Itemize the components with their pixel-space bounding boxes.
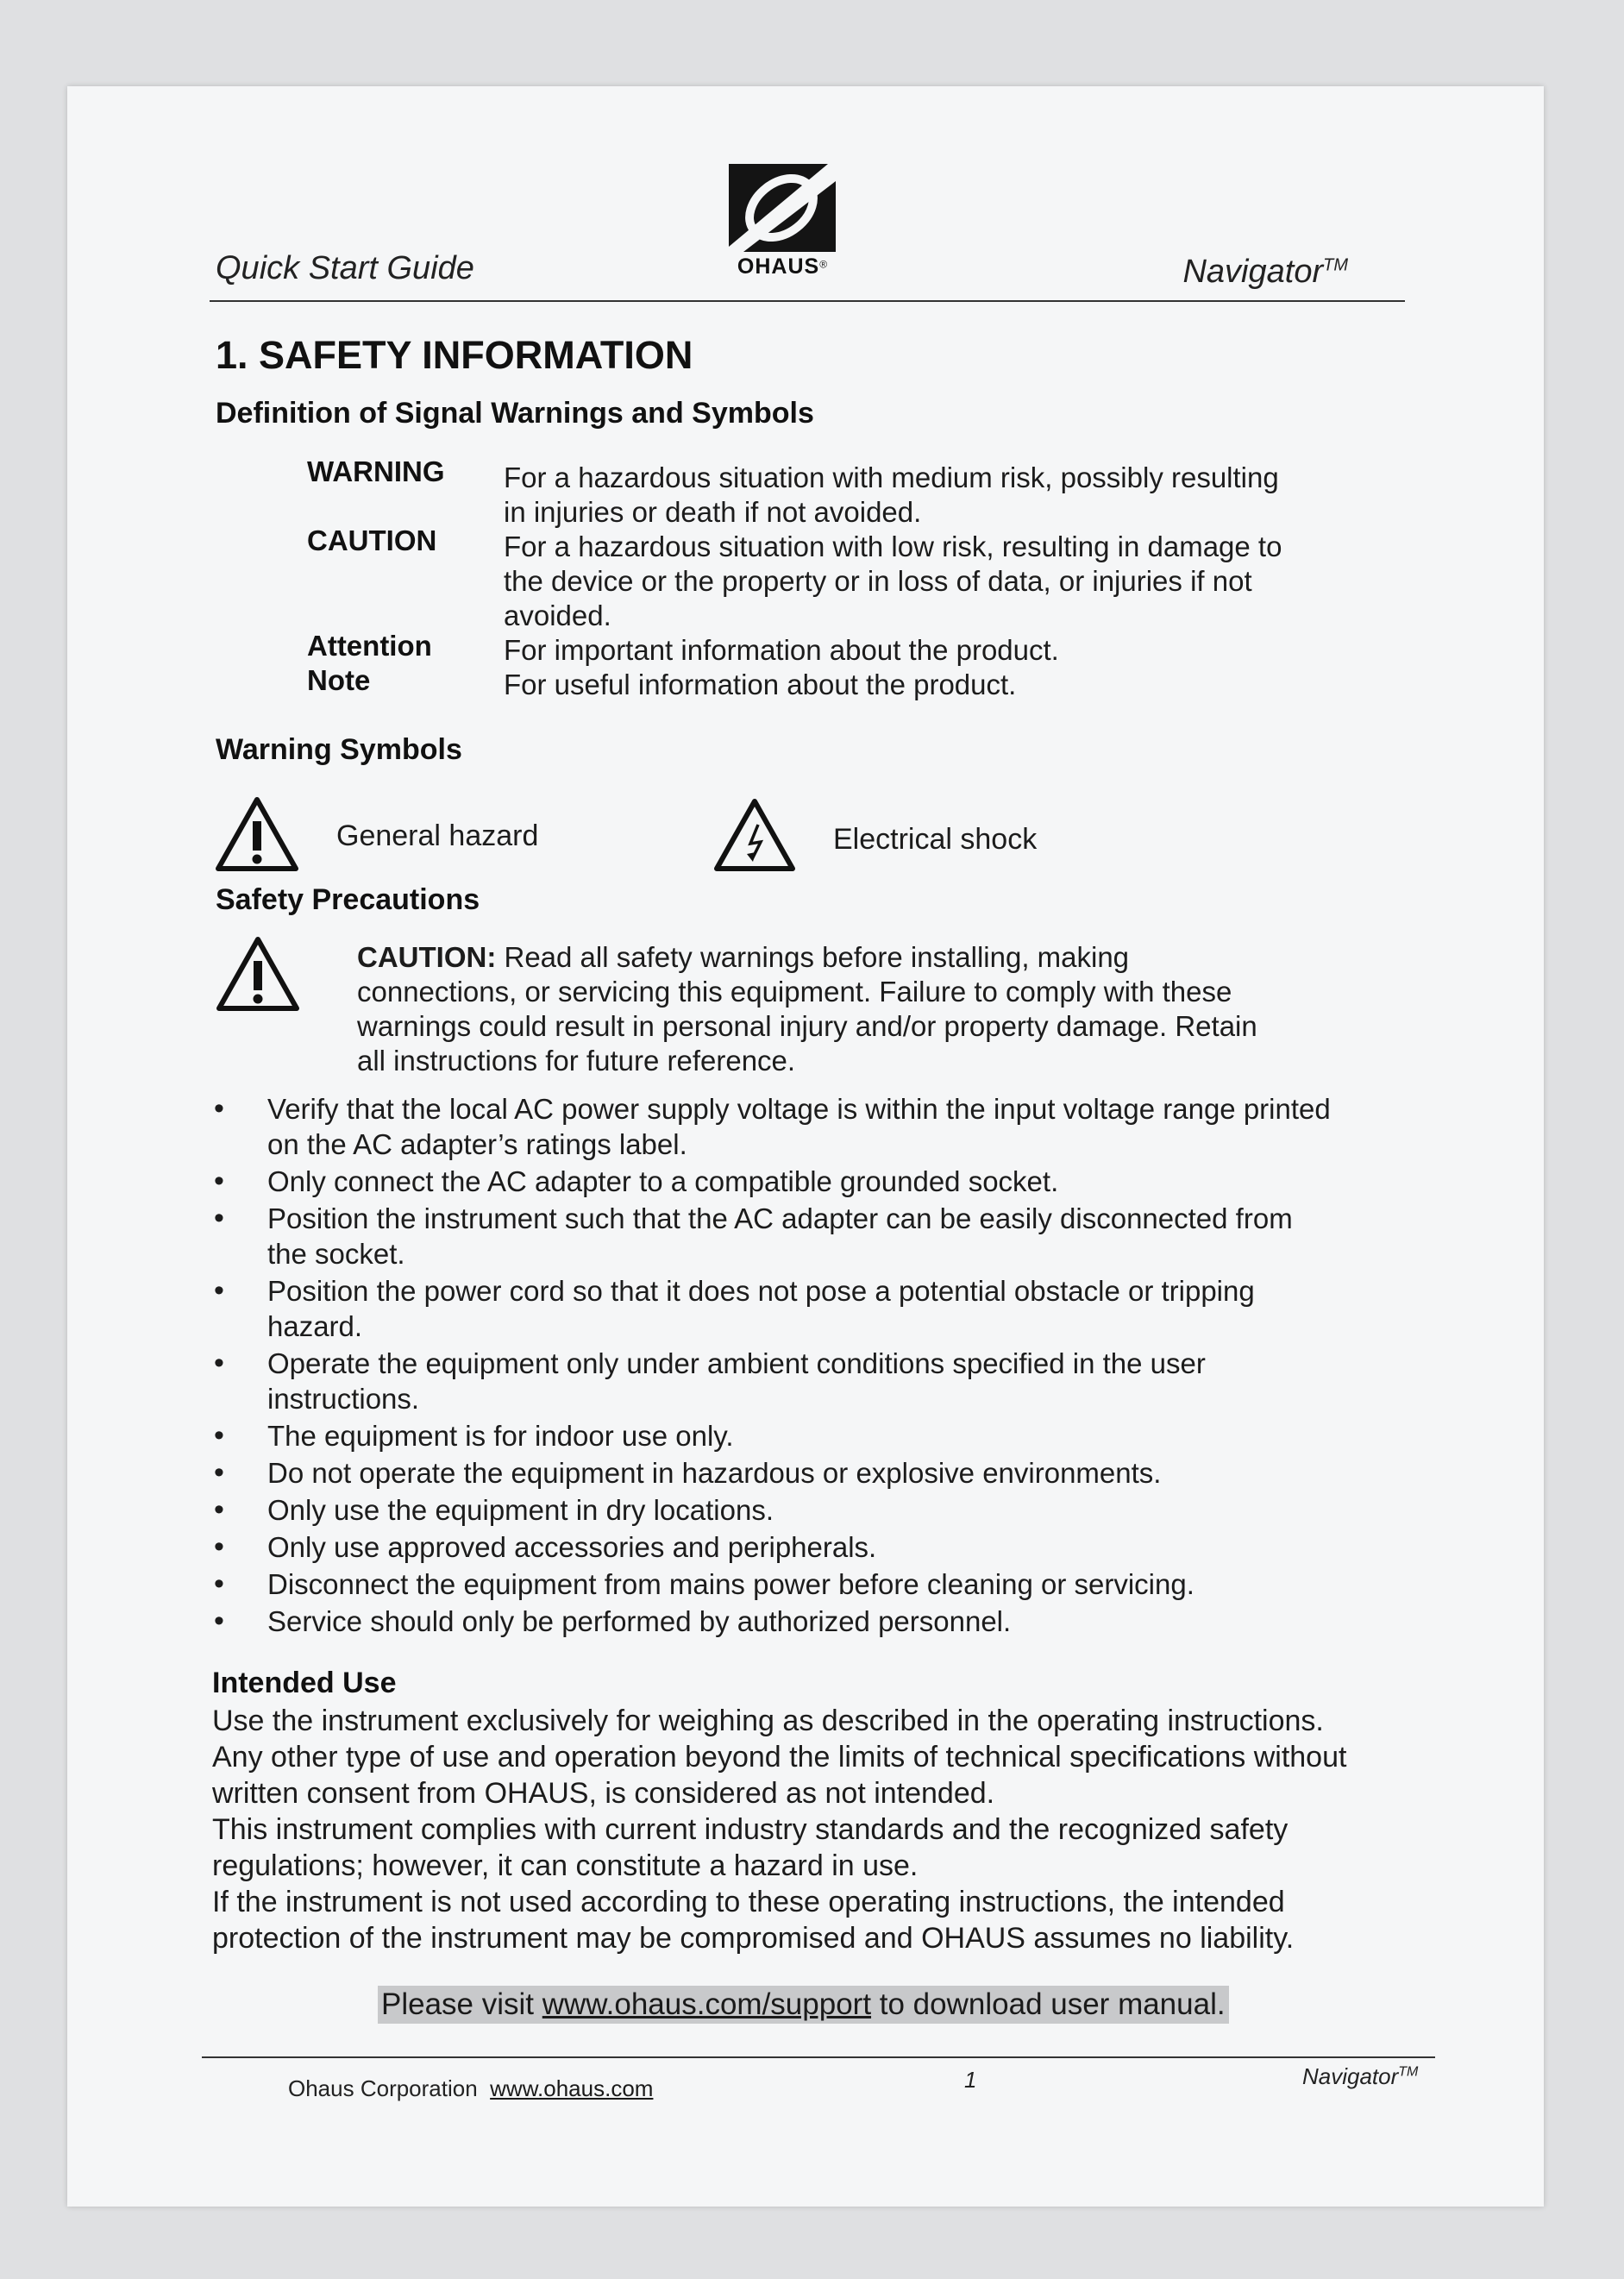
list-item: • Position the instrument such that the AC adapter can be easily disconnected from the socket. <box>207 1201 1466 1271</box>
caution-paragraph: CAUTION: Read all safety warnings before installing, making connections, or servicing this equipment. Failure to comply with these warnings could result in personal injury and/or property damage. Retain all instructions for future reference. <box>357 941 1257 1077</box>
footer-company: Ohaus Corporation www.ohaus.com <box>288 2075 654 2101</box>
desc-caution: For a hazardous situation with low risk, resulting in damage to the device or the property or in loss of data, or injuries if not avoided. <box>504 531 1282 631</box>
support-link[interactable]: www.ohaus.com/support <box>542 1987 872 2021</box>
intended-use-text: Use the instrument exclusively for weighing as described in the operating instructions. Any other type of use and operation beyond the limits of technical specifications without written consent from OHAUS, is considered as not intended. This instrument complies with current industry standards and the recognized safety regulations; however, it can constitute a hazard in use. If the instrument is not used according to these operating instructions, the intended protection of the instrument may be compromised and OHAUS assumes no liability. <box>212 1705 1347 1955</box>
definitions-heading: Definition of Signal Warnings and Symbols <box>216 397 814 430</box>
ohaus-logo <box>726 162 838 279</box>
list-item: • Position the power cord so that it does not pose a potential obstacle or tripping hazard. <box>207 1273 1466 1344</box>
warning-symbols-heading: Warning Symbols <box>216 733 462 766</box>
electrical-shock-label: Electrical shock <box>833 823 1038 856</box>
term-caution: CAUTION <box>307 524 437 556</box>
general-hazard-label: General hazard <box>336 819 539 852</box>
caution-lead: CAUTION: <box>357 941 497 973</box>
term-warning: WARNING <box>307 455 445 487</box>
logo-wordmark: OHAUS® <box>737 254 828 279</box>
caution-hazard-icon <box>214 935 302 1017</box>
general-hazard-icon <box>214 795 300 877</box>
electrical-shock-icon <box>712 797 797 877</box>
safety-precautions-heading: Safety Precautions <box>216 883 480 916</box>
header-guide-title: Quick Start Guide <box>216 250 474 286</box>
list-item: • Service should only be performed by authorized personnel. <box>207 1604 1466 1639</box>
list-item: • Only use the equipment in dry locations. <box>207 1492 1466 1528</box>
header-product: Navigator™ <box>1182 254 1348 290</box>
list-item: • Disconnect the equipment from mains power before cleaning or servicing. <box>207 1566 1466 1602</box>
intended-use-heading: Intended Use <box>212 1667 397 1699</box>
ohaus-logo-icon <box>726 162 838 252</box>
footer-website-link[interactable]: www.ohaus.com <box>490 2075 654 2101</box>
list-item: • The equipment is for indoor use only. <box>207 1418 1466 1453</box>
desc-note: For useful information about the product. <box>504 669 1017 700</box>
term-note: Note <box>307 664 371 696</box>
list-item: • Operate the equipment only under ambient conditions specified in the user instructions. <box>207 1346 1466 1416</box>
desc-warning: For a hazardous situation with medium risk, possibly resulting in injuries or death if not avoided. <box>504 461 1279 528</box>
precautions-list <box>207 1091 1466 1641</box>
list-item: • Only connect the AC adapter to a compatible grounded socket. <box>207 1164 1466 1199</box>
list-item: • Only use approved accessories and peripherals. <box>207 1529 1466 1565</box>
page-number: 1 <box>964 2067 977 2093</box>
desc-attention: For important information about the product. <box>504 634 1059 666</box>
list-item: • Verify that the local AC power supply voltage is within the input voltage range printed on the AC adapter’s ratings label. <box>207 1091 1466 1162</box>
visit-note: Please visit www.ohaus.com/support to download user manual. <box>378 1986 1229 2024</box>
list-item: • Do not operate the equipment in hazardous or explosive environments. <box>207 1455 1466 1491</box>
header-rule <box>210 300 1405 302</box>
footer-product: Navigator™ <box>1302 2063 1419 2089</box>
term-attention: Attention <box>307 630 432 662</box>
section-title: 1. SAFETY INFORMATION <box>216 333 693 377</box>
footer-rule <box>202 2056 1435 2058</box>
